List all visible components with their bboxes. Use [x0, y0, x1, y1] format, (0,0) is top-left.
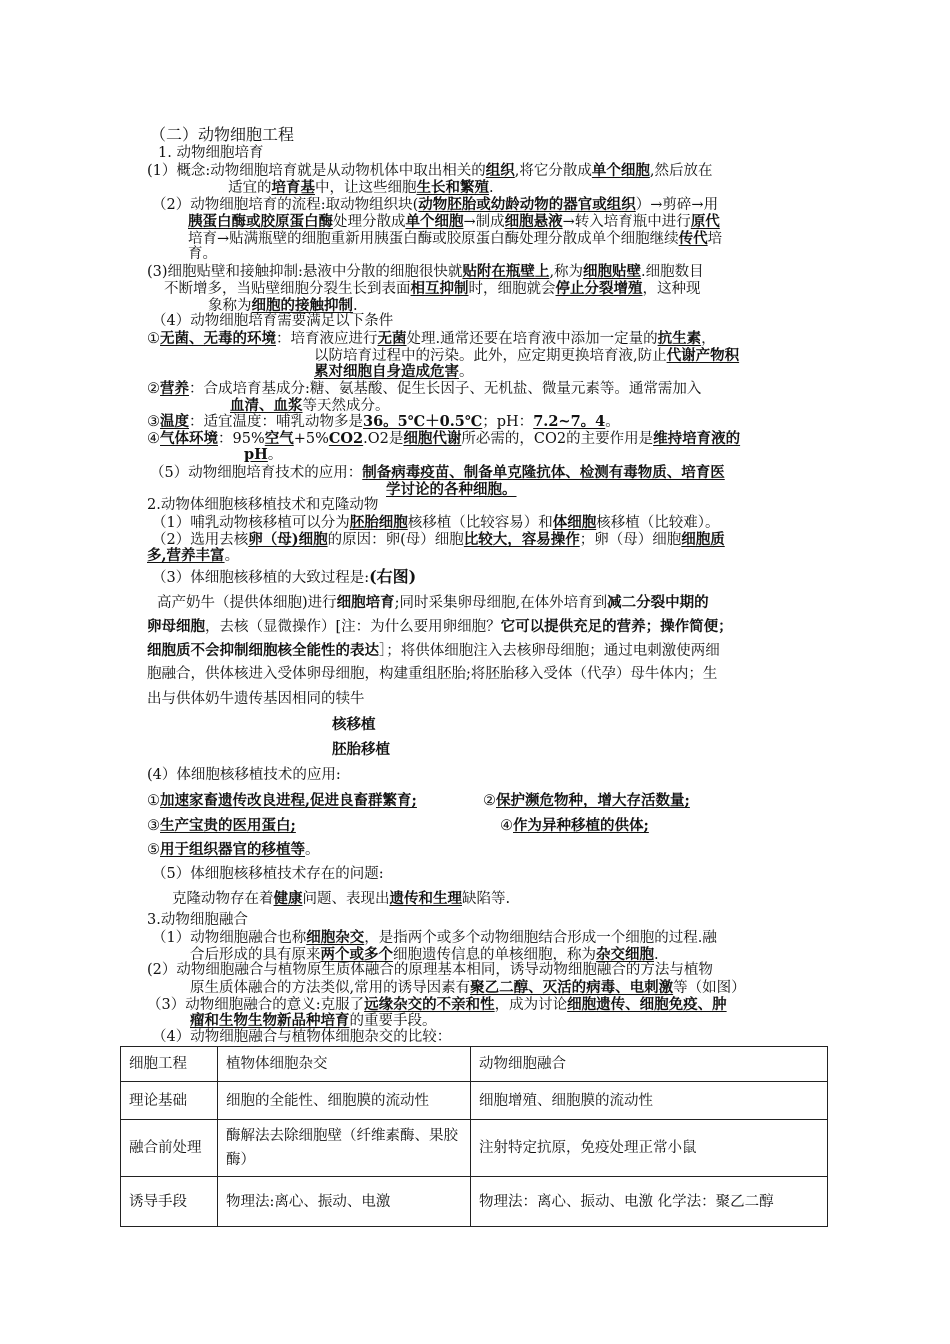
condition-sterile-2: 以防培育过程中的污染。此外，应定期更换培育液,防止代谢产物积 [314, 347, 740, 364]
fusion-line-2: 合后形成的具有原来两个或多个细胞遗传信息的单核细胞，称为杂交细胞. [190, 946, 659, 963]
process-para-4: 胞融合，供体核进入受体卵母细胞，构建重组胚胎;将胚胎移入受体（代孕）母牛体内；生 [147, 666, 718, 682]
fusion-line-1: （1）动物细胞融合也称细胞杂交，是指两个或多个动物细胞结合形成一个细胞的过程.融 [152, 929, 717, 946]
process-para-5: 出与供体奶牛遗传基因相同的犊牛 [147, 691, 365, 707]
figure-label-nuclear-transfer: 核移植 [332, 716, 376, 733]
condition-sterile-3: 累对细胞自身造成危害。 [314, 363, 474, 380]
applications-heading: (4）体细胞核移植技术的应用: [147, 767, 341, 783]
table-cell: 诱导手段 [121, 1177, 218, 1227]
table-cell: 酶解法去除细胞壁（纤维素酶、果胶酶） [218, 1120, 471, 1177]
problems-text: 克隆动物存在着健康问题、表现出遗传和生理缺陷等. [172, 890, 511, 907]
condition-sterile-1: ①无菌、无毒的环境：培育液应进行无菌处理.通常还要在培育液中添加一定量的抗生素， [147, 330, 716, 347]
nt-line-2: （2）选用去核卵（母)细胞的原因：卵(母）细胞比较大，容易操作；卵（母）细胞细胞质 [152, 531, 725, 548]
condition-gas-2: pH。 [244, 446, 283, 463]
adherence-line-3: 象称为细胞的接触抑制. [208, 297, 358, 314]
comparison-table [120, 1046, 828, 1227]
table-row [121, 1047, 828, 1082]
condition-nutrition-2: 血清、血浆等天然成分。 [230, 397, 390, 414]
process-para-3: 细胞质不会抑制细胞核全能性的表达］；将供体细胞注入去核卵母细胞；通过电刺激使两细 [147, 642, 720, 659]
fusion-line-5: （3）动物细胞融合的意义:克服了远缘杂交的不亲和性，成为讨论细胞遗传、细胞免疫、肿 [147, 996, 727, 1013]
nt-line-4: （3）体细胞核移植的大致过程是:(右图) [152, 567, 417, 586]
heading-cell-culture: 1. 动物细胞培育 [158, 145, 264, 161]
figure-label-embryo-transfer: 胚胎移植 [332, 741, 390, 758]
application-item-4: ④作为异种移植的供体; [500, 817, 649, 834]
process-para-1: 高产奶牛（提供体细胞)进行细胞培育;同时采集卵母细胞,在体外培育到减二分裂中期的 [157, 594, 709, 611]
table-row [121, 1082, 828, 1120]
table-cell: 动物细胞融合 [471, 1047, 828, 1082]
adherence-line-1: (3)细胞贴壁和接触抑制:悬液中分散的细胞很快就贴附在瓶壁上,称为细胞贴壁.细胞数目 [147, 263, 704, 280]
fusion-line-6: 瘤和生物生物新品种培育的重要手段。 [190, 1012, 437, 1029]
concept-line-1: (1）概念:动物细胞培育就是从动物机体中取出相关的组织,将它分散成单个细胞,然后放在 [147, 162, 713, 179]
table-row [121, 1177, 828, 1227]
process-line-1: （2）动物细胞培育的流程:取动物组织块(动物胚胎或幼龄动物的器官或组织）→剪碎→用 [152, 196, 719, 213]
application-item-2: ②保护濒危物种，增大存活数量; [483, 792, 690, 809]
fusion-line-4: 原生质体融合的方法类似,常用的诱导因素有聚乙二醇、灭活的病毒、电刺激等（如图） [190, 979, 746, 996]
process-line-2: 胰蛋白酶或胶原蛋白酶处理分散成单个细胞→制成细胞悬液→转入培育瓶中进行原代 [188, 213, 720, 230]
fusion-line-7: （4）动物细胞融合与植物体细胞杂交的比较： [152, 1029, 452, 1045]
fusion-line-3: (2）动物细胞融合与植物原生质体融合的原理基本相同，诱导动物细胞融合的方法与植物 [147, 962, 713, 978]
problems-heading: （5）体细胞核移植技术存在的问题: [152, 866, 384, 882]
concept-line-2: 适宜的培育基中，让这些细胞生长和繁殖. [228, 179, 494, 196]
heading-nuclear-transfer: 2.动物体细胞核移植技术和克隆动物 [147, 497, 379, 513]
adherence-line-2: 不断增多，当贴壁细胞分裂生长到表面相互抑制时，细胞就会停止分裂增殖，这种现 [164, 280, 701, 297]
application-item-3: ③生产宝贵的医用蛋白; [147, 817, 296, 834]
process-line-3: 培育→贴满瓶壁的细胞重新用胰蛋白酶或胶原蛋白酶处理分散成单个细胞继续传代培 [188, 230, 723, 247]
table-row [121, 1120, 828, 1177]
application-line-1: （5）动物细胞培育技术的应用：制备病毒疫苗、制备单克隆抗体、检测有毒物质、培育医 [150, 464, 725, 481]
table-cell: 注射特定抗原，免疫处理正常小鼠 [471, 1120, 828, 1177]
table-cell: 理论基础 [121, 1082, 218, 1120]
table-cell: 细胞的全能性、细胞膜的流动性 [218, 1082, 471, 1120]
table-cell: 物理法：离心、振动、电激 化学法：聚乙二醇 [471, 1177, 828, 1227]
condition-nutrition-1: ②营养：合成培育基成分:糖、氨基酸、促生长因子、无机盐、微量元素等。通常需加入 [147, 380, 702, 397]
conditions-heading: （4）动物细胞培育需要满足以下条件 [152, 313, 394, 329]
condition-temperature: ③温度：适宜温度：哺乳动物多是36。5℃＋0.5℃；pH：7.2~7。4。 [147, 413, 620, 430]
application-item-5: ⑤用于组织器官的移植等。 [147, 841, 320, 858]
nt-line-3: 多,营养丰富。 [147, 547, 240, 564]
section-title: （二）动物细胞工程 [150, 125, 295, 144]
application-line-2: 学讨论的各种细胞。 [386, 481, 517, 498]
application-item-1: ①加速家畜遗传改良进程,促进良畜群繁育; [147, 792, 417, 809]
process-para-2: 卵母细胞，去核（显微操作）[注：为什么要用卵细胞？它可以提供充足的营养；操作简便； [147, 618, 733, 635]
table-cell: 融合前处理 [121, 1120, 218, 1177]
nt-line-1: （1）哺乳动物核移植可以分为胚胎细胞核移植（比较容易）和体细胞核移植（比较难）。 [152, 514, 720, 531]
table-cell: 细胞工程 [121, 1047, 218, 1082]
table-cell: 物理法:离心、振动、电激 [218, 1177, 471, 1227]
process-line-4: 育。 [188, 246, 217, 262]
table-cell: 细胞增殖、细胞膜的流动性 [471, 1082, 828, 1120]
heading-cell-fusion: 3.动物细胞融合 [147, 912, 248, 928]
table-cell: 植物体细胞杂交 [218, 1047, 471, 1082]
condition-gas-1: ④气体环境：95%空气+5%CO2.O2是细胞代谢所必需的，CO2的主要作用是维持培育液的 [147, 430, 741, 447]
